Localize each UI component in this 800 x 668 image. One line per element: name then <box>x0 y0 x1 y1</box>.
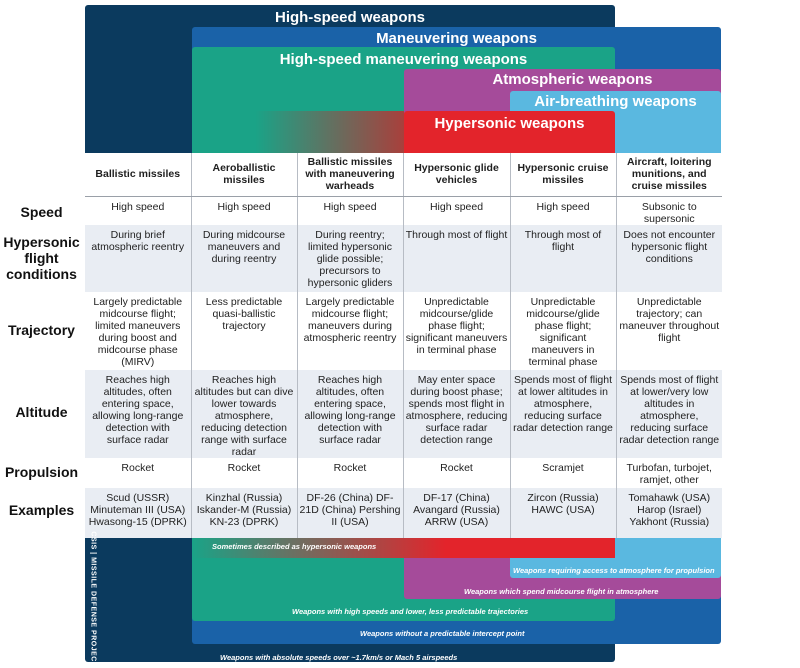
band-atmospheric-title: Atmospheric weapons <box>492 71 653 88</box>
header-row <box>85 153 722 196</box>
band-high-speed-title: High-speed weapons <box>274 9 426 26</box>
cell: Through most of flight <box>403 225 510 292</box>
cell: DF-17 (China) Avangard (Russia) ARRW (USA) <box>403 488 510 538</box>
row-label-altitude: Altitude <box>15 404 68 420</box>
band-air-breathing-note: Weapons requiring access to atmosphere for propulsion <box>513 566 715 575</box>
cell: Tomahawk (USA) Harop (Israel) Yakhont (Russia) <box>616 488 722 538</box>
cell: Rocket <box>85 458 191 488</box>
cell: DF-26 (China) DF-21D (China) Pershing II (USA) <box>297 488 403 538</box>
column-ballistic-missiles: Ballistic missiles <box>85 153 191 196</box>
cell: Less predictable quasi-ballistic trajectory <box>191 292 297 370</box>
cell: High speed <box>403 196 510 225</box>
row-label-hypersonic-flight: Hypersonic flight conditions <box>3 234 80 282</box>
band-maneuvering-note: Weapons without a predictable intercept point <box>360 629 525 638</box>
cell: Scramjet <box>510 458 616 488</box>
cell: Largely predictable midcourse flight; maneuvers during atmospheric reentry <box>297 292 403 370</box>
cell: High speed <box>510 196 616 225</box>
band-atmospheric-note: Weapons which spend midcourse flight in atmosphere <box>464 587 659 596</box>
row-label-speed: Speed <box>20 204 63 220</box>
column-aircraft-loitering-cruise: Aircraft, loitering munitions, and cruise missiles <box>616 153 722 196</box>
band-high-speed-maneuvering-note: Weapons with high speeds and lower, less predictable trajectories <box>292 607 529 616</box>
cell: Subsonic to supersonic <box>616 196 722 225</box>
column-hypersonic-glide-vehicles: Hypersonic glide vehicles <box>403 153 510 196</box>
cell: Turbofan, turbojet, ramjet, other <box>616 458 722 488</box>
cell: Scud (USSR) Minuteman III (USA) Hwasong-15 (DPRK) <box>85 488 191 538</box>
cell: During brief atmospheric reentry <box>85 225 191 292</box>
cell: Unpredictable midcourse/glide phase flight; significant maneuvers in terminal phase <box>510 292 616 370</box>
table-row-examples <box>85 488 722 538</box>
cell: Reaches high altitudes but can dive lower towards atmosphere, reducing detection range with surface radar <box>191 370 297 458</box>
table-row-trajectory <box>85 292 722 370</box>
cell: During reentry; limited hypersonic glide possible; precursors to hypersonic gliders <box>297 225 403 292</box>
cell: Reaches high altitudes, often entering space, allowing long-range detection with surface radar <box>297 370 403 458</box>
table-row-altitude <box>85 370 722 458</box>
column-hypersonic-cruise-missiles: Hypersonic cruise missiles <box>510 153 616 196</box>
row-label-propulsion: Propulsion <box>4 464 79 480</box>
cell: Zircon (Russia) HAWC (USA) <box>510 488 616 538</box>
column-ballistic-maneuvering-warheads: Ballistic missiles with maneuvering warheads <box>297 153 403 196</box>
cell: Rocket <box>297 458 403 488</box>
comparison-grid <box>85 153 722 538</box>
cell: Through most of flight <box>510 225 616 292</box>
cell: Spends most of flight at lower altitudes in atmosphere, reducing surface radar detection range <box>510 370 616 458</box>
cell: Unpredictable midcourse/glide phase flight; significant maneuvers in terminal phase <box>403 292 510 370</box>
csis-logo-text: CSIS | MISSILE DEFENSE PROJECT <box>89 531 97 667</box>
row-label-trajectory: Trajectory <box>8 322 75 338</box>
table-row-hypersonic-flight <box>85 225 722 292</box>
cell: Kinzhal (Russia) Iskander-M (Russia) KN-23 (DPRK) <box>191 488 297 538</box>
cell: Largely predictable midcourse flight; limited maneuvers during boost and midcourse phase (MIRV) <box>85 292 191 370</box>
cell: Unpredictable trajectory; can maneuver throughout flight <box>616 292 722 370</box>
column-aeroballistic-missiles: Aeroballistic missiles <box>191 153 297 196</box>
band-hypersonic-title: Hypersonic weapons <box>434 115 585 132</box>
cell: Rocket <box>403 458 510 488</box>
comparison-table <box>85 153 722 536</box>
cell: High speed <box>85 196 191 225</box>
hypersonic-gradient-fade <box>192 111 404 153</box>
table-row-speed <box>85 196 722 225</box>
csis-logo <box>85 531 101 667</box>
band-high-speed-maneuvering-title: High-speed maneuvering weapons <box>279 51 528 68</box>
row-label-examples: Examples <box>8 502 75 518</box>
cell: May enter space during boost phase; spends most flight in atmosphere, reducing surface radar detection range <box>403 370 510 458</box>
cell: High speed <box>191 196 297 225</box>
table-row-propulsion <box>85 458 722 488</box>
cell: Reaches high altitudes, often entering space, allowing long-range detection with surface radar <box>85 370 191 458</box>
band-air-breathing-title: Air-breathing weapons <box>534 93 697 110</box>
cell: During midcourse maneuvers and during reentry <box>191 225 297 292</box>
cell: Does not encounter hypersonic flight conditions <box>616 225 722 292</box>
band-maneuvering-title: Maneuvering weapons <box>376 30 537 47</box>
hypersonic-sometimes-note: Sometimes described as hypersonic weapons <box>212 542 377 551</box>
hypersonic-sometimes-strip <box>192 536 615 558</box>
cell: High speed <box>297 196 403 225</box>
cell: Rocket <box>191 458 297 488</box>
band-high-speed-note: Weapons with absolute speeds over ~1.7km/s or Mach 5 airspeeds <box>220 653 458 662</box>
cell: Spends most of flight at lower/very low altitudes in atmosphere, reducing surface radar detection range <box>616 370 722 458</box>
